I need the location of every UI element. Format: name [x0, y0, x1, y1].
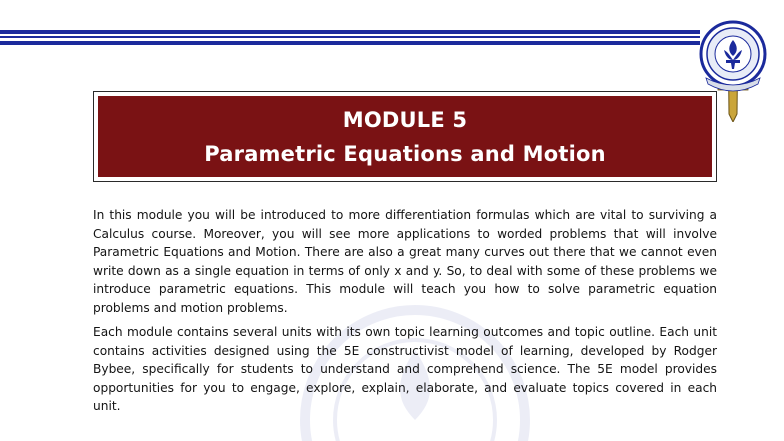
module-number: MODULE 5 [342, 107, 468, 132]
module-title-banner [98, 96, 712, 177]
header-stripe-middle [0, 36, 700, 38]
module-title-box [93, 91, 717, 182]
module-title: Parametric Equations and Motion [204, 141, 606, 166]
header-stripe-top [0, 30, 700, 34]
header-stripe-bottom [0, 41, 700, 45]
module-structure-paragraph: Each module contains several units with its own topic learning outcomes and topic outline. Each unit contains activities designed using the 5E constructivist model of learning, developed by Rodger Bybee, specifically for students to understand and comprehend science. The 5E model provides opportunities for you to engage, explore, explain, elaborate, and evaluate topics covered in each unit. [93, 325, 717, 414]
intro-paragraph: In this module you will be introduced to more differentiation formulas which are vital to surviving a Calculus course. Moreover, you will see more applications to worded problems that will involve Parametric Equations and Motion. There are also a great many curves out there that we cannot even write down as a single equation in terms of only x and y. So, to deal with some of these problems we introduce parametric equations. This module will teach you how to solve parametric equation problems and motion problems. [93, 208, 717, 315]
